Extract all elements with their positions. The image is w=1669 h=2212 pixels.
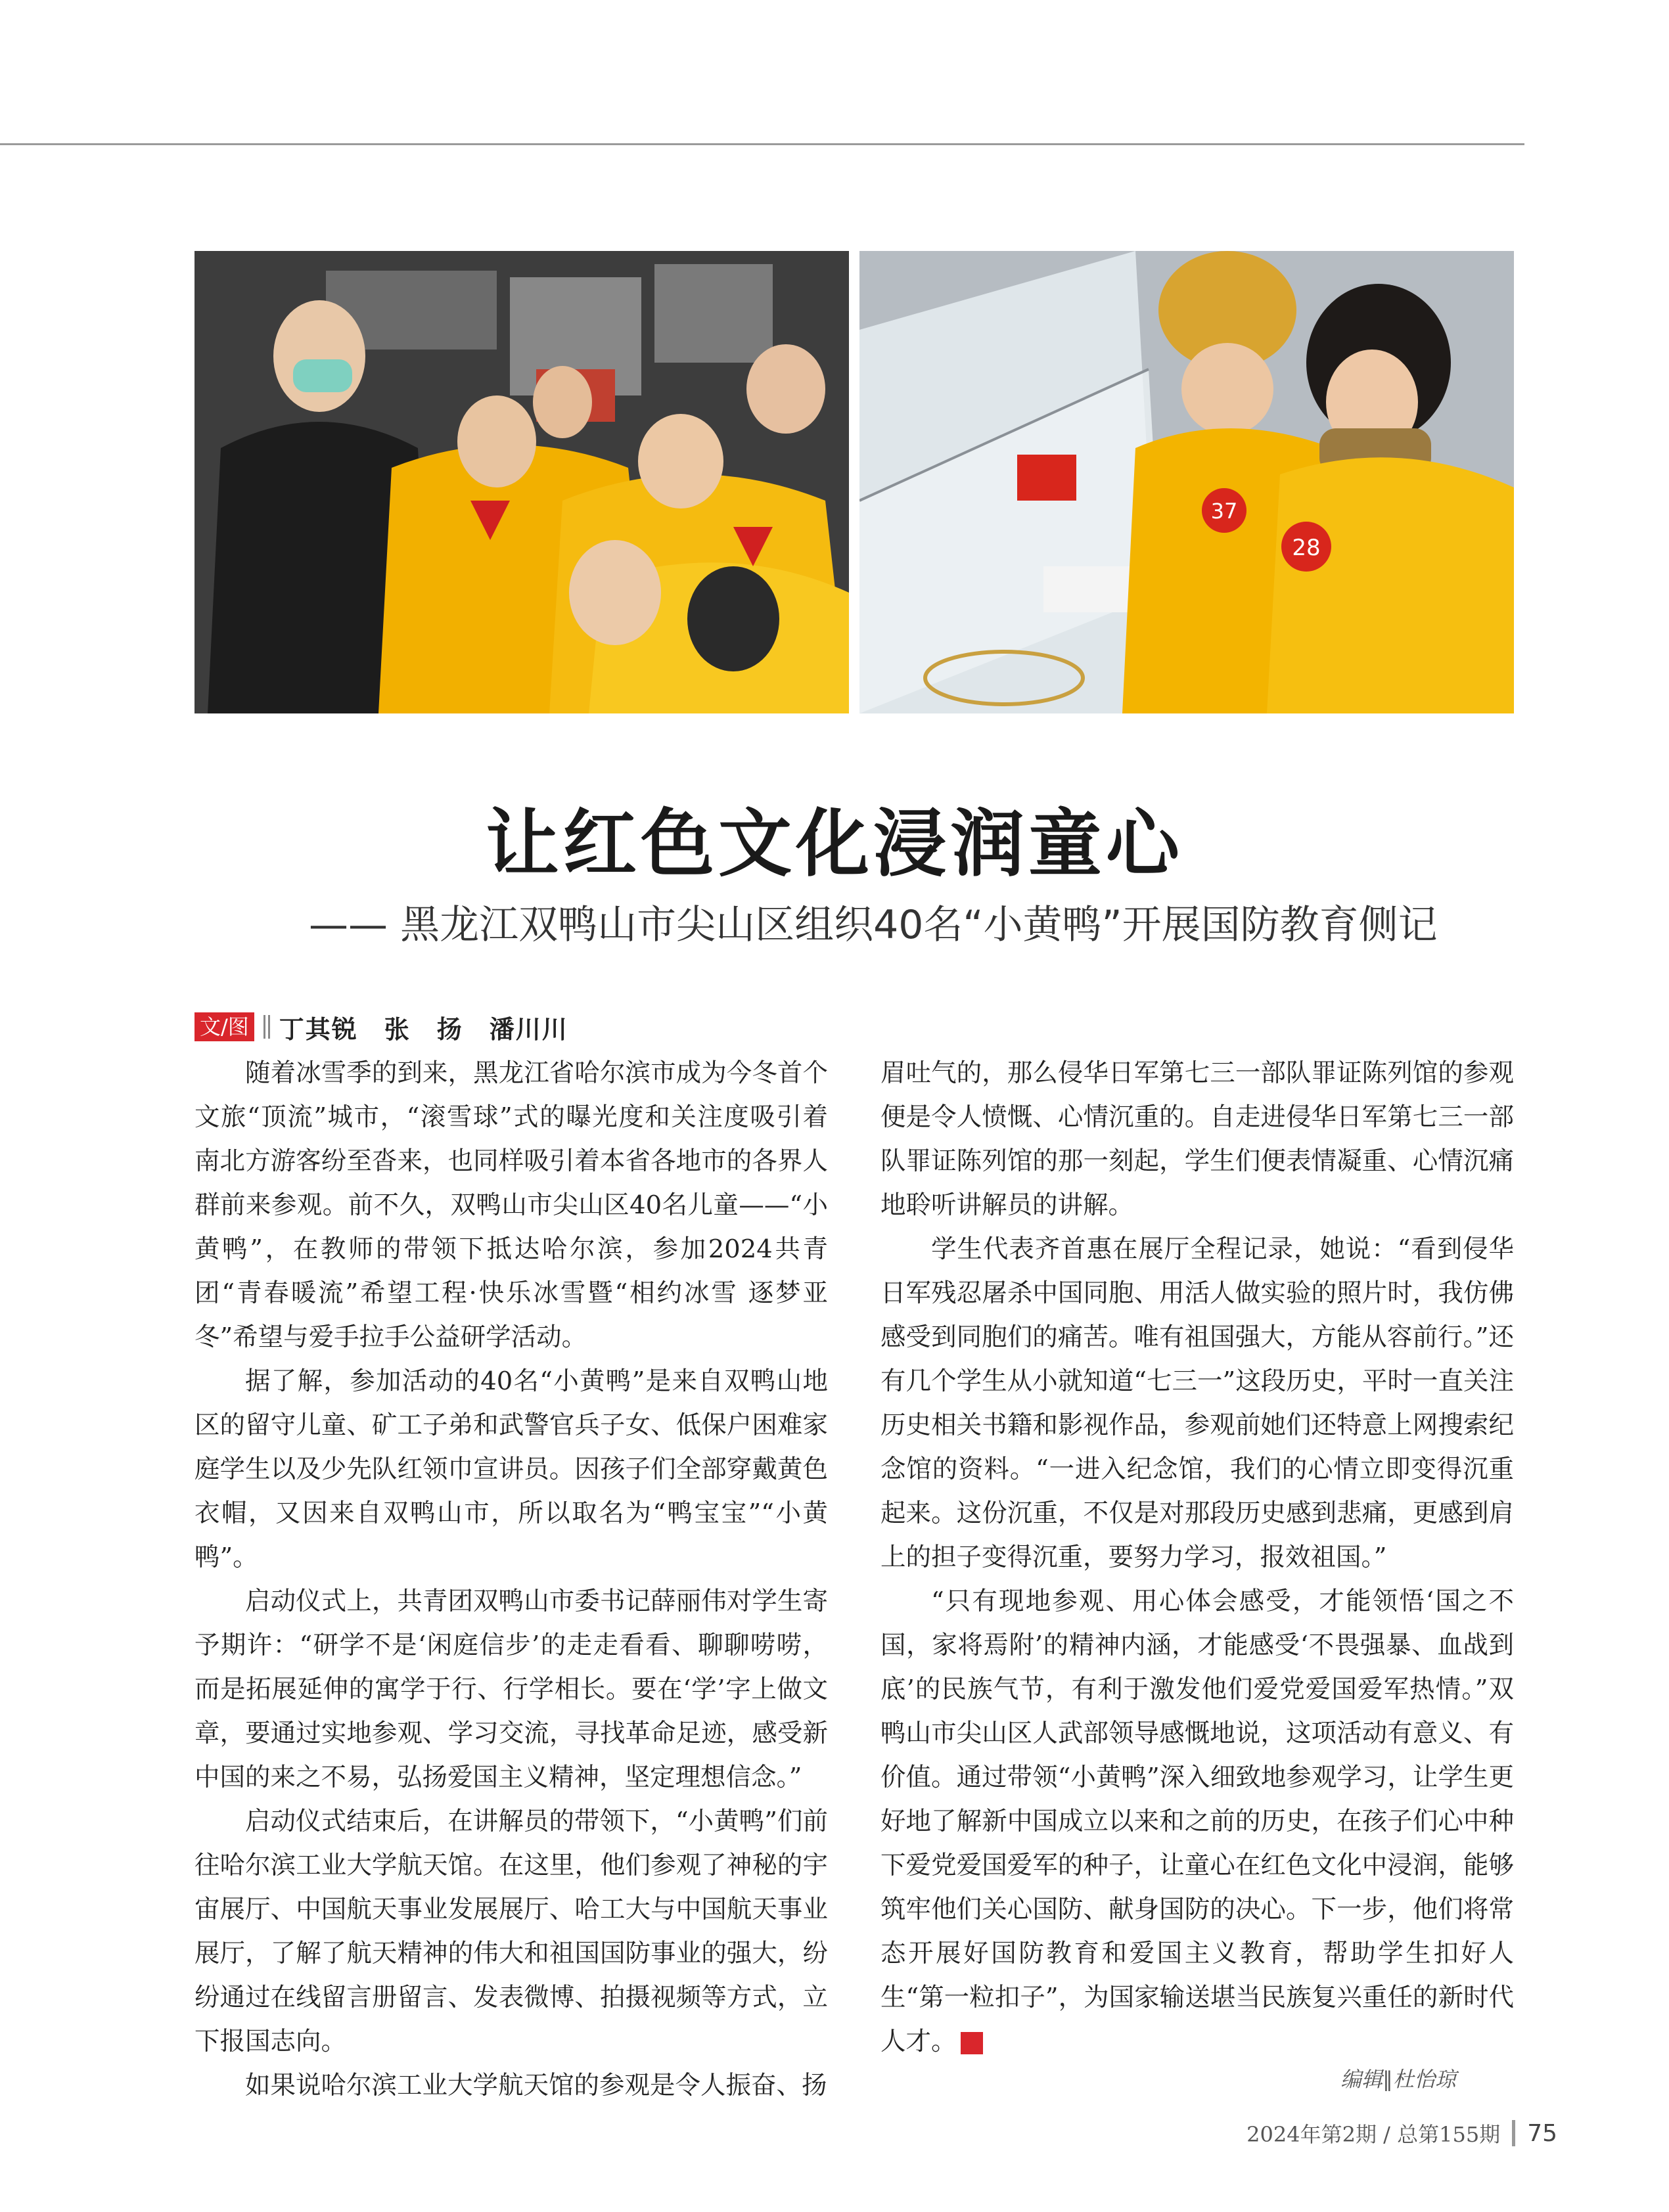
end-mark-icon: G	[961, 2032, 983, 2054]
photo-guide-explaining	[194, 251, 849, 713]
paragraph: 启动仪式结束后，在讲解员的带领下，“小黄鸭”们前往哈尔滨工业大学航天馆。在这里，他们参观了神秘的宇宙展厅、中国航天事业发展展厅、哈工大与中国航天事业展厅，了解了航天精神的伟大和祖国国防事业的强大，纷纷通过在线留言册留言、发表微博、拍摄视频等方式，立下报国志向。	[194, 1807, 828, 2056]
paragraph: 据了解，参加活动的40名“小黄鸭”是来自双鸭山地区的留守儿童、矿工子弟和武警官兵子女、低保户困难家庭学生以及少先队红领巾宣讲员。因孩子们全部穿戴黄色衣帽，又因来自双鸭山市，所以取名为“鸭宝宝”“小黄鸭”。	[194, 1366, 828, 1572]
top-rule	[0, 143, 1524, 145]
photo-students-at-exhibit	[859, 251, 1514, 713]
footer-divider	[1512, 2120, 1515, 2146]
badge-37: 37	[1210, 499, 1238, 524]
paragraph-final	[880, 1579, 1514, 2064]
byline-divider	[263, 1015, 270, 1039]
left-column	[194, 1051, 828, 2108]
paragraph-final-text: “只有现地参观、用心体会感受，才能领悟‘国之不国，家将焉附’的精神内涵，才能感受‘不畏强暴、血战到底’的民族气节，有利于激发他们爱党爱国爱军热情。”双鸭山市尖山区人武部领导感慨地说，这项活动有意义、有价值。通过带领“小黄鸭”深入细致地参观学习，让学生更好地了解新中国成立以来和之前的历史，在孩子们心中种下爱党爱国爱军的种子，让童心在红色文化中浸润，能够筑牢他们关心国防、献身国防的决心。下一步，他们将常态开展好国防教育和爱国主义教育，帮助学生扣好人生“第一粒扣子”，为国家输送堪当民族复兴重任的新时代人才。	[880, 1587, 1514, 2056]
page-footer	[1246, 2118, 1557, 2148]
byline	[194, 1010, 568, 1043]
badge-28: 28	[1292, 535, 1321, 561]
paragraph: 如果说哈尔滨工业大学航天馆的参观是令人振奋、扬	[245, 2071, 827, 2100]
paragraph: 随着冰雪季的到来，黑龙江省哈尔滨市成为今冬首个文旅“顶流”城市，“滚雪球”式的曝光度和关注度吸引着南北方游客纷至沓来，也同样吸引着本省各地市的各界人群前来参观。前不久，双鸭山市尖山区40名儿童——“小黄鸭”，在教师的带领下抵达哈尔滨，参加2024共青团“青春暖流”希望工程·快乐冰雪暨“相约冰雪 逐梦亚冬”希望与爱手拉手公益研学活动。	[194, 1058, 828, 1352]
page-number: 75	[1527, 2119, 1557, 2147]
article-subtitle: —— 黑龙江双鸭山市尖山区组织40名“小黄鸭”开展国防教育侧记	[309, 902, 1438, 948]
paragraph: 学生代表齐首惠在展厅全程记录，她说：“看到侵华日军残忍屠杀中国同胞、用活人做实验的照片时，我仿佛感受到同胞们的痛苦。唯有祖国强大，方能从容前行。”还有几个学生从小就知道“七三一”这段历史，平时一直关注历史相关书籍和影视作品，参观前她们还特意上网搜索纪念馆的资料。“一进入纪念馆，我们的心情立即变得沉重起来。这份沉重，不仅是对那段历史感到悲痛，更感到肩上的担子变得沉重，要努力学习，报效祖国。”	[880, 1234, 1514, 1572]
issue-info: 2024年第2期 / 总第155期	[1246, 2122, 1501, 2147]
paragraph-continuation: 眉吐气的，那么侵华日军第七三一部队罪证陈列馆的参观便是令人愤慨、心情沉重的。自走进侵华日军第七三一部队罪证陈列馆的那一刻起，学生们便表情凝重、心情沉痛地聆听讲解员的讲解。	[880, 1058, 1514, 1220]
right-column	[880, 1051, 1514, 2064]
article-title: 让红色文化浸润童心	[486, 801, 1183, 887]
byline-authors: 丁其锐 张 扬 潘川川	[279, 1014, 568, 1044]
paragraph: 启动仪式上，共青团双鸭山市委书记薛丽伟对学生寄予期许：“研学不是‘闲庭信步’的走走看看、聊聊唠唠，而是拓展延伸的寓学于行、行学相长。要在‘学’字上做文章，要通过实地参观、学习交流，寻找革命足迹，感受新中国的来之不易，弘扬爱国主义精神，坚定理想信念。”	[194, 1587, 828, 1792]
byline-tag: 文/图	[194, 1012, 254, 1041]
editor-credit: 编辑∥杜怡琼	[1340, 2067, 1457, 2092]
